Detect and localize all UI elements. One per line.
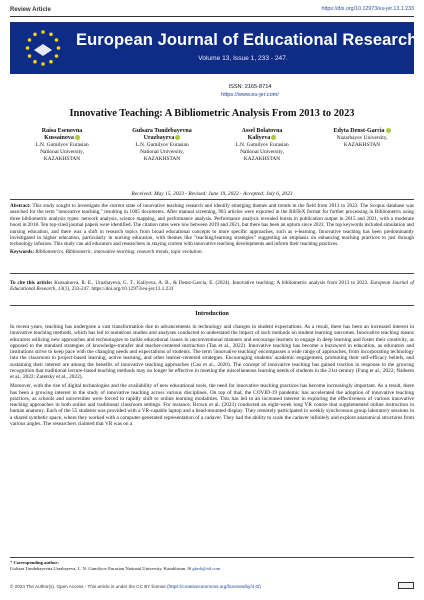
author-1 bbox=[10, 128, 114, 163]
citation-lead: To cite this article: bbox=[10, 280, 53, 286]
author-list bbox=[10, 128, 414, 188]
volume-issue: Volume 13, Issue 1, 233 - 247. bbox=[198, 55, 288, 62]
citation bbox=[10, 280, 414, 293]
cc-by-license-icon bbox=[398, 582, 414, 589]
author-2 bbox=[110, 128, 214, 163]
author-country: KAZAKHSTAN bbox=[143, 156, 181, 162]
issn: ISSN: 2165-8714 bbox=[228, 84, 272, 90]
author-affiliation: L.N. Gumilyov Eurasian bbox=[235, 142, 289, 148]
author-affiliation: National University, bbox=[40, 149, 84, 155]
author-affiliation: National University, bbox=[140, 149, 184, 155]
paragraph: Moreover, with the rise of digital technologies and the availability of new educational tools, the need for innovative teaching practices has become increasingly important. As a result, there has been a growing interest in the study of innovative teaching across various disciplines. On top of that, the COVID-19 pandemic has accelerated the adoption of innovative teaching practices, as schools and universities were forced to rapidly shift to online learning modalities. This has led to an increased interest in exploring the effectiveness of various innovative teaching approaches in both online and traditional classroom settings. For instance, Brown et al. (2023) conducted an eight-week long VR course that supplemented online instruction in human anatomy. Each of the 55 students was provided with a VR-capable laptop and a head-mounted display. They remotely participated in weekly synchronous group laboratory sessions in a shared synthetic space, where they worked with a computer-generated representation of a cadaver. They had the ability to scale the cadaver infinitely and explore anatomical structures from various angles. The researchers claimed that VR was on a bbox=[10, 383, 414, 427]
author-affiliation: National University, bbox=[240, 149, 284, 155]
author-name: Edyta Denst-Garcia bbox=[333, 128, 385, 134]
author-affiliation: L.N. Gumilyov Eurasian bbox=[35, 142, 89, 148]
header-rule bbox=[10, 16, 414, 17]
running-header bbox=[10, 5, 414, 19]
journal-url[interactable]: https://www.eu-jer.com/ bbox=[221, 92, 279, 98]
paragraph: In recent years, teaching has undergone a vast transformation due to advancements in technology and changes in student expectations. As a result, there has been an increased interest in innovative teaching methods, which has led to numerous studies and analyses conducted to understand the impact of such methods on student learning outcomes. Innovative teaching means educators utilizing new approaches and technologies to tackle educational issues in unconventional manners and encourage learners to engage in deep learning and foster their creativity, as opposed to the standard strategies of knowledge-transfer and teacher-centered instruction (Tan et al., 2022). Innovative teaching has become a buzzword in education, as educators and institutions strive to keep pace with the changing needs and expectations of students. The term 'innovative teaching' encompasses a wide range of approaches, from incorporating technology into the classroom to project-based learning, active learning, and other learner-centered strategies. Encouraging students' academic engagement, promoting their self-efficacy beliefs, and sustaining their interest are among the benefits of innovative teaching approaches (Cao et al., 2020). The concept of innovative teaching has gained traction in response to the growing recognition that traditional lecture-based teaching methods may no longer be effective in meeting the miscellaneous learning needs of students in the 21st century (Fung et al., 2022; Nadeem et al., 2022; Zaretsky et al., 2022). bbox=[10, 324, 414, 380]
footnote-email[interactable]: gbrrh@ail.com bbox=[192, 565, 221, 571]
author-name-2: Kaliyeva bbox=[247, 135, 271, 141]
eu-stars-logo-icon bbox=[16, 26, 70, 70]
abstract-text: This study sought to investigate the current state of innovative teaching research and identify emerging themes and trends in the field from 2013 to 2023. The Scopus database was searched for the term "innovative teaching," resulting in 1005 documents. After manual screening, 903 articles were exported in the BibTeX format for further processing in Bibliometrix using three bibliometric analysis types: network analysis, science mapping, and performance analysis. Performance analysis revealed bursts in publication output in 2015 and 2021, with a moderate boost in 2018. Ten top-cited journal papers were identified. The citation rates were low between 2019 and 2021, but there has been an upturn since 2022. The top keywords included simulation and nursing education, and there was a shift in research topics from broad educational concepts to more specific approaches, such as e-learning. Innovative teaching has been predominantly investigated in higher education, particularly in nursing education, with themes like "teaching/learning strategies" suggesting an emphasis on enhancing teaching practices to just through technology infusion. This study can aid educators and researchers in staying current with innovative teaching developments and inform their teaching practices. bbox=[10, 203, 414, 248]
footnote-label: Corresponding author: bbox=[13, 560, 59, 565]
author-name: Gulsara Tundebayevna bbox=[132, 128, 192, 134]
doi-link[interactable]: https://doi.org/10.12973/eu-jer.13.1.233 bbox=[321, 6, 414, 12]
citation-journal: European Journal of Educational Research, 13 bbox=[10, 280, 414, 293]
author-name-2: Urazbayeva bbox=[143, 135, 175, 141]
author-name: Raisa Esenovna bbox=[41, 128, 83, 134]
footnote-text: Gulsara Tundebayevna Urazbayeva, L. N. Gumilyov Eurasian National University, Kazakhstan. bbox=[10, 565, 187, 571]
author-country: KAZAKHSTAN bbox=[243, 156, 281, 162]
author-name: Assel Bolatovna bbox=[241, 128, 283, 134]
author-country: KAZAKHSTAN bbox=[43, 156, 81, 162]
section-heading: Introduction bbox=[10, 305, 414, 317]
orcid-icon[interactable] bbox=[271, 135, 276, 140]
copyright-text: © 2024 The Author(s). Open Access - This article is under the CC BY license bbox=[10, 584, 166, 589]
journal-name: European Journal of Educational Research bbox=[76, 31, 418, 49]
article-type: Review Article bbox=[10, 7, 51, 13]
orcid-icon[interactable] bbox=[75, 135, 80, 140]
author-3 bbox=[210, 128, 314, 163]
abstract-label: Abstract: bbox=[10, 203, 31, 209]
citation-tail: (1), 233-247. https://doi.org/10.12973/eu-jer.13.1.233 bbox=[63, 286, 174, 293]
body-text bbox=[10, 324, 414, 430]
author-affiliation: L.N. Gumilyov Eurasian bbox=[135, 142, 189, 148]
corresponding-author-footnote: * Corresponding author: Gulsara Tundebayevna Urazbayeva, L. N. Gumilyov Eurasian National University, Kazakhstan. ✉ gbrrh@ail.com bbox=[10, 557, 414, 572]
copyright-line bbox=[10, 584, 414, 589]
abstract-box bbox=[10, 199, 414, 274]
author-4 bbox=[310, 128, 414, 149]
citation-text: Kussainova, R. E., Urazbayeva, G. T., Kaliyeva, A. B., & Denst-Garcia, E. (2024). Innovative teaching: A bibliometric analysis from 2013 to 2023. bbox=[54, 280, 369, 286]
orcid-icon[interactable] bbox=[175, 135, 180, 140]
article-dates: Received: May 15, 2023 - Revised: June 19, 2023 - Accepted: July 6, 2023 bbox=[131, 191, 293, 197]
article-title: Innovative Teaching: A Bibliometric Analysis From 2013 to 2023 bbox=[69, 108, 355, 119]
keywords-text: Bibliometrics. Bibliometric, innovative teaching, research trends, topic evolution. bbox=[35, 248, 203, 255]
license-link[interactable]: (https://creativecommons.org/licenses/by/4.0/) bbox=[167, 584, 261, 589]
author-name-2: Kussainova bbox=[44, 135, 74, 141]
issn-block bbox=[76, 83, 424, 99]
keywords-label: Keywords: bbox=[10, 248, 34, 255]
author-country: KAZAKHSTAN bbox=[343, 142, 381, 148]
orcid-icon[interactable] bbox=[386, 128, 391, 133]
keywords bbox=[10, 249, 414, 255]
journal-banner bbox=[10, 22, 418, 74]
author-affiliation: Nazarbayev University, bbox=[336, 135, 388, 141]
abstract bbox=[10, 203, 414, 248]
